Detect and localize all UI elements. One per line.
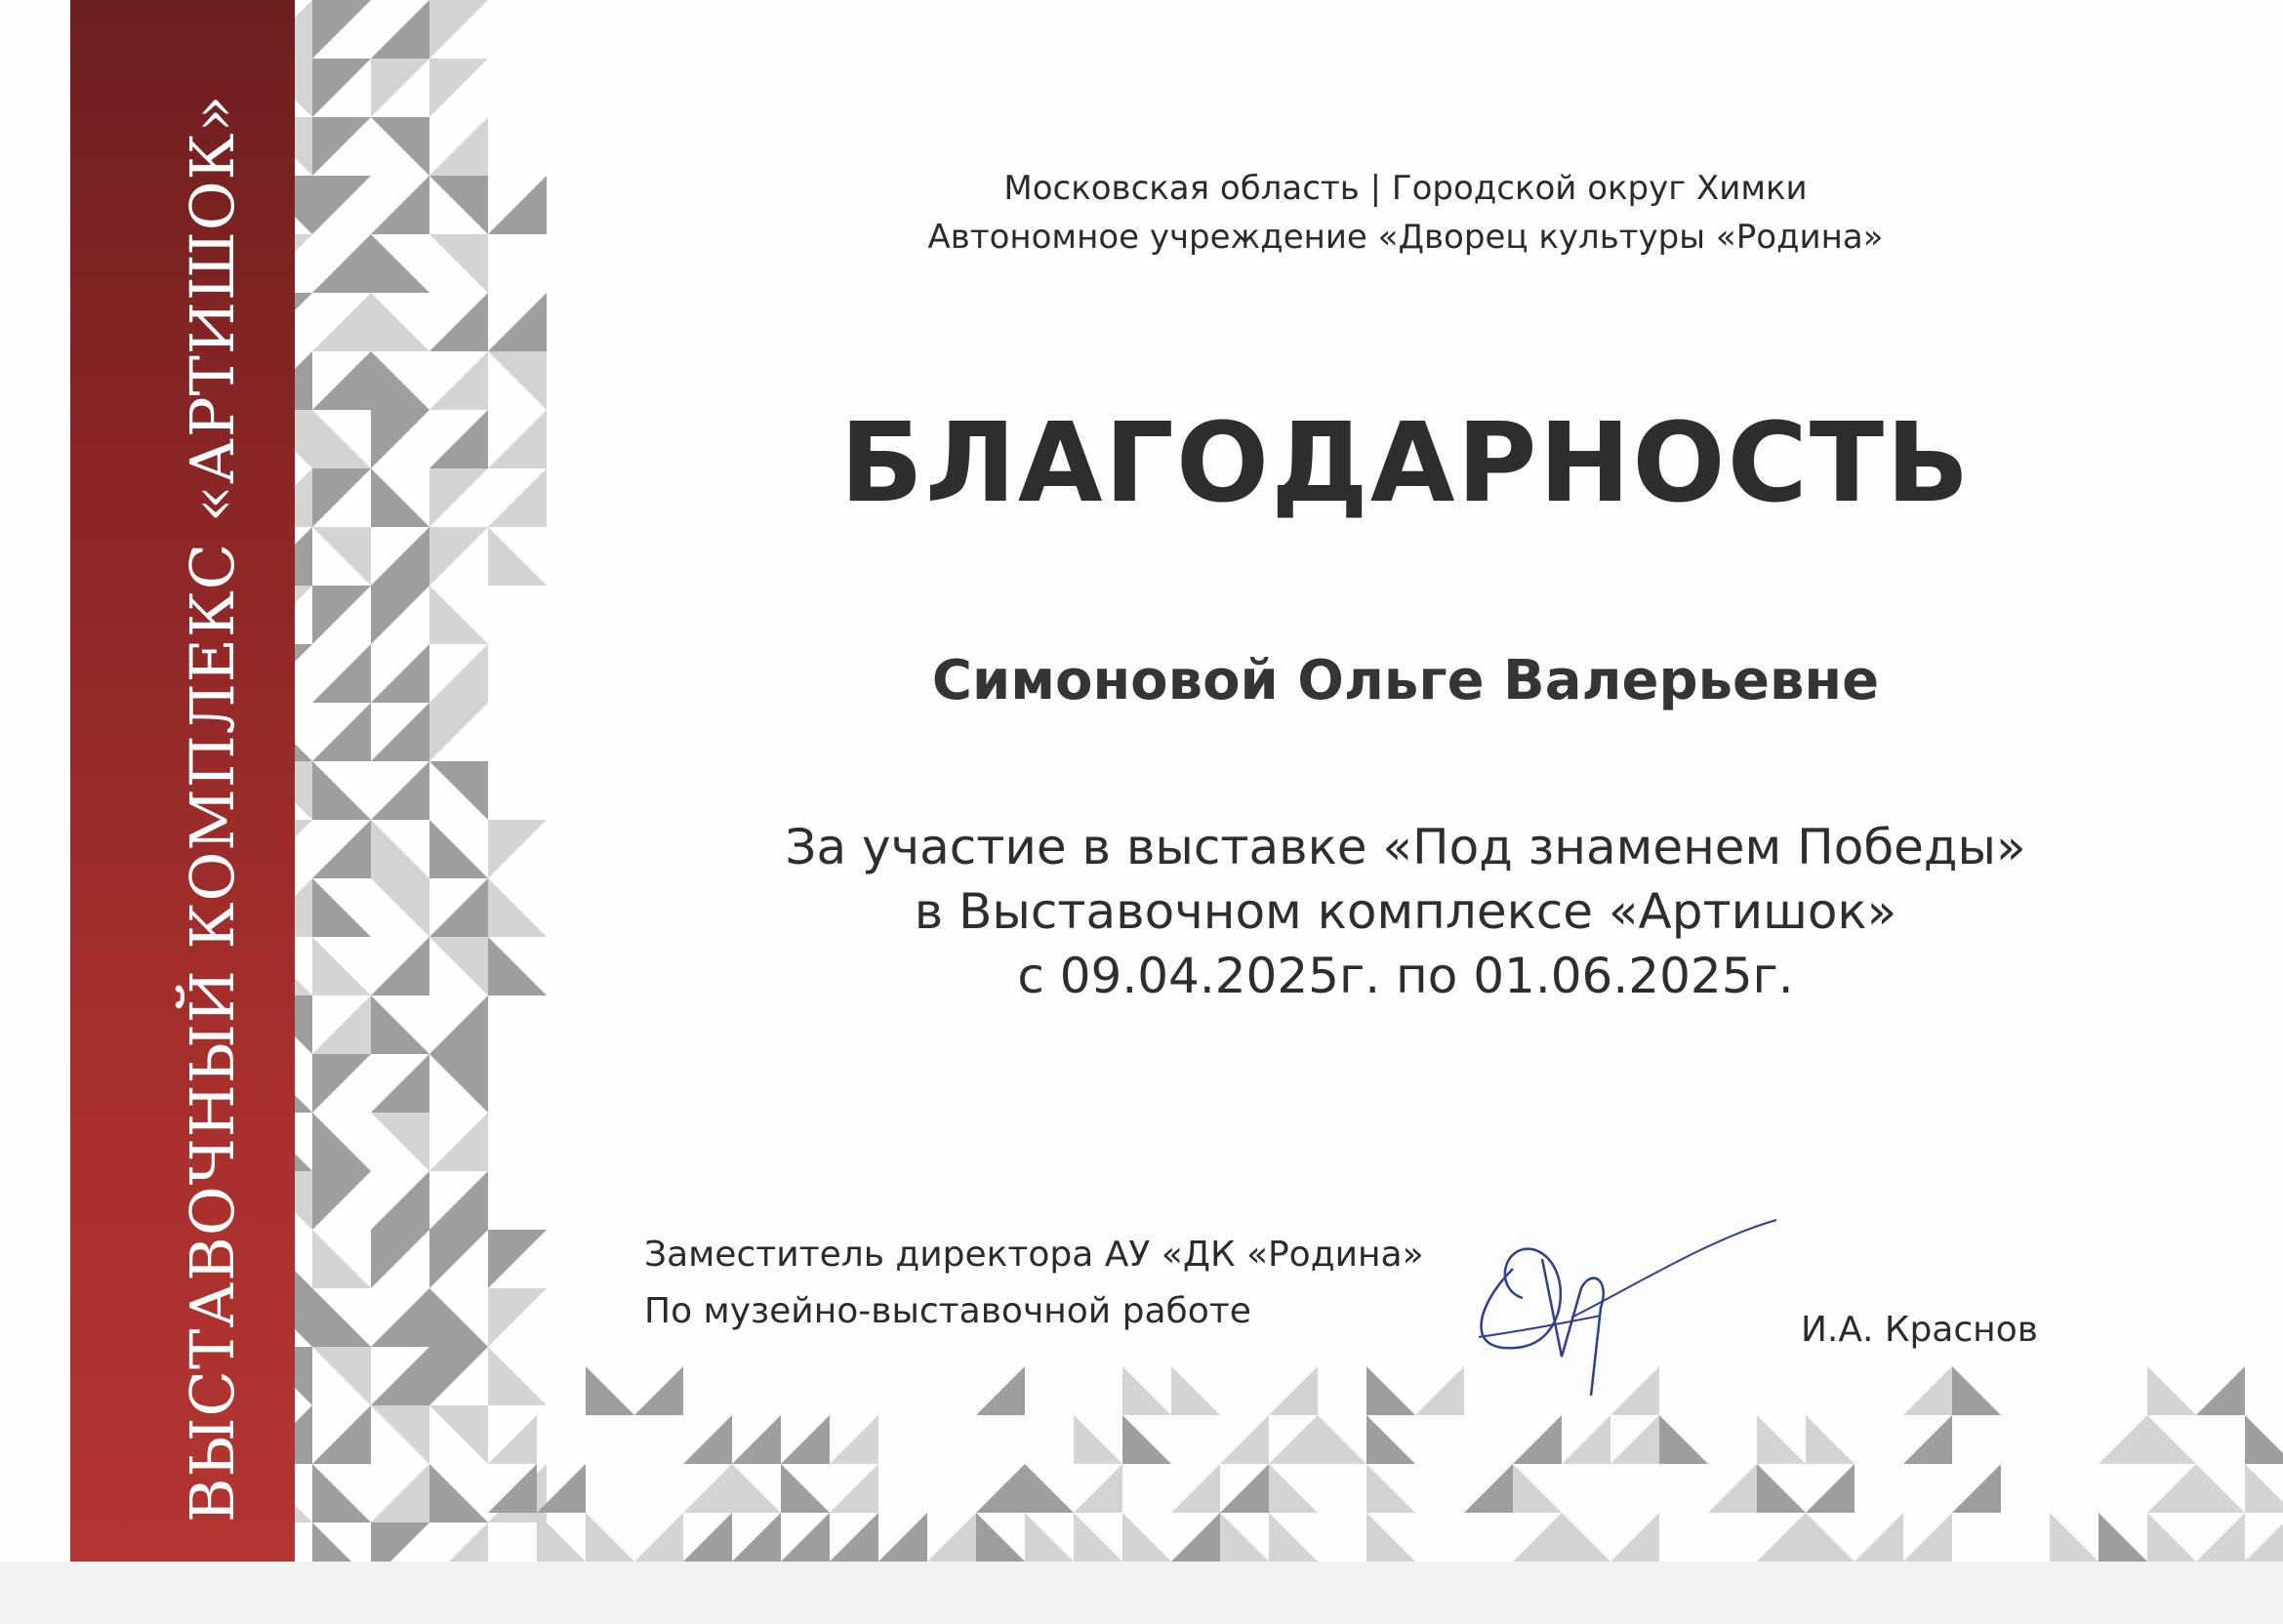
pattern-triangle	[1903, 1415, 1952, 1464]
pattern-triangle	[683, 1513, 732, 1562]
pattern-triangle	[312, 644, 371, 703]
body-line-2: в Выставочном комплексе «Артишок»	[914, 883, 1897, 940]
pattern-triangle	[586, 1513, 634, 1562]
pattern-triangle	[2099, 1513, 2147, 1562]
pattern-triangle	[537, 1513, 586, 1562]
pattern-triangle	[1366, 1366, 1415, 1415]
pattern-triangle	[429, 995, 488, 1054]
pattern-triangle	[1269, 1415, 1318, 1464]
scan-bottom-edge	[0, 1562, 2283, 1624]
pattern-triangle	[371, 234, 429, 293]
pattern-triangle	[429, 234, 488, 293]
pattern-triangle	[371, 351, 429, 410]
pattern-triangle	[1171, 1513, 1220, 1562]
pattern-triangle	[488, 410, 547, 468]
pattern-triangle	[1757, 1513, 1806, 1562]
pattern-triangle	[1074, 1513, 1122, 1562]
pattern-triangle	[1757, 1464, 1806, 1513]
pattern-triangle	[2196, 1513, 2245, 1562]
pattern-triangle	[488, 937, 547, 995]
pattern-triangle	[371, 761, 429, 820]
pattern-triangle	[312, 1113, 371, 1171]
recipient-name: Симоновой Ольге Валерьевне	[931, 649, 1880, 712]
pattern-triangle	[312, 117, 371, 176]
pattern-triangle	[488, 527, 547, 586]
pattern-triangle	[1269, 1464, 1318, 1513]
pattern-triangle	[2147, 1415, 2196, 1464]
pattern-triangle	[371, 1230, 429, 1288]
pattern-triangle	[2147, 1366, 2196, 1415]
pattern-triangle	[371, 1464, 429, 1522]
pattern-triangle	[312, 1347, 371, 1405]
pattern-triangle	[1806, 1513, 1855, 1562]
pattern-triangle	[634, 1513, 683, 1562]
pattern-triangle	[429, 1405, 488, 1464]
pattern-triangle	[312, 1522, 371, 1562]
pattern-triangle	[312, 293, 371, 351]
pattern-triangle	[429, 1464, 488, 1522]
pattern-triangle	[429, 1113, 488, 1171]
pattern-triangle	[488, 1230, 547, 1288]
pattern-triangle	[312, 59, 371, 117]
pattern-triangle	[732, 1464, 781, 1513]
pattern-triangle	[1464, 1464, 1513, 1513]
pattern-triangle	[1659, 1415, 1708, 1464]
pattern-triangle	[1366, 1513, 1415, 1562]
pattern-triangle	[312, 820, 371, 878]
pattern-triangle	[488, 351, 547, 410]
pattern-triangle	[371, 820, 429, 878]
certificate-title: БЛАГОДАРНОСТЬ	[839, 400, 1972, 527]
pattern-triangle	[371, 59, 429, 117]
pattern-triangle	[312, 878, 371, 937]
pattern-triangle	[429, 1522, 488, 1562]
pattern-triangle	[732, 1415, 781, 1464]
pattern-triangle	[1855, 1513, 1903, 1562]
pattern-triangle	[927, 1513, 976, 1562]
pattern-triangle	[429, 117, 488, 176]
ribbon-title: ВЫСТАВОЧНЫЙ КОМПЛЕКС «АРТИШОК»	[177, 94, 248, 1522]
pattern-triangle	[976, 1366, 1025, 1415]
pattern-triangle	[429, 878, 488, 937]
signatory-position-line-2: По музейно-выставочной работе	[644, 1291, 1251, 1331]
organization-header	[644, 164, 2167, 262]
pattern-triangle	[878, 1513, 927, 1562]
pattern-triangle	[312, 995, 371, 1054]
pattern-triangle	[976, 1513, 1025, 1562]
pattern-triangle	[312, 1171, 371, 1230]
region-line: Московская область | Городской округ Химки	[1003, 169, 1808, 208]
pattern-triangle	[429, 1054, 488, 1113]
pattern-triangle	[1025, 1464, 1074, 1513]
pattern-triangle	[371, 703, 429, 761]
pattern-triangle	[1903, 1513, 1952, 1562]
pattern-triangle	[1952, 1366, 2001, 1415]
pattern-triangle	[683, 1415, 732, 1464]
pattern-triangle	[2196, 1464, 2245, 1513]
pattern-triangle	[312, 1230, 371, 1288]
pattern-triangle	[429, 59, 488, 117]
pattern-triangle	[371, 878, 429, 937]
pattern-triangle	[781, 1415, 830, 1464]
pattern-triangle	[312, 410, 371, 468]
decorative-pattern-bottom	[488, 1366, 2283, 1562]
pattern-triangle	[2245, 1464, 2283, 1513]
pattern-triangle	[1952, 1464, 2001, 1513]
pattern-triangle	[312, 1464, 371, 1522]
pattern-triangle	[371, 1522, 429, 1562]
pattern-triangle	[488, 1415, 537, 1464]
pattern-triangle	[1220, 1464, 1269, 1513]
pattern-triangle	[312, 937, 371, 995]
pattern-triangle	[488, 176, 547, 234]
pattern-triangle	[1318, 1415, 1366, 1464]
pattern-triangle	[312, 234, 371, 293]
pattern-triangle	[1562, 1415, 1610, 1464]
pattern-triangle	[371, 0, 429, 59]
pattern-triangle	[429, 937, 488, 995]
pattern-triangle	[371, 995, 429, 1054]
pattern-triangle	[371, 468, 429, 527]
institution-line: Автономное учреждение «Дворец культуры «Родина»	[927, 218, 1884, 257]
pattern-triangle	[1220, 1513, 1269, 1562]
pattern-triangle	[312, 761, 371, 820]
pattern-triangle	[429, 703, 488, 761]
pattern-triangle	[1757, 1415, 1806, 1464]
pattern-triangle	[488, 293, 547, 351]
pattern-triangle	[1171, 1366, 1220, 1415]
pattern-triangle	[1025, 1513, 1074, 1562]
pattern-triangle	[1903, 1366, 1952, 1415]
pattern-triangle	[1513, 1513, 1562, 1562]
pattern-triangle	[781, 1513, 830, 1562]
pattern-triangle	[683, 1464, 732, 1513]
pattern-triangle	[371, 176, 429, 234]
pattern-triangle	[830, 1513, 878, 1562]
pattern-triangle	[2050, 1513, 2099, 1562]
pattern-triangle	[732, 1513, 781, 1562]
certificate-body	[644, 815, 2167, 1008]
decorative-pattern-left	[254, 0, 566, 1562]
pattern-triangle	[488, 1288, 547, 1347]
pattern-triangle	[371, 1288, 429, 1347]
pattern-triangle	[488, 878, 547, 937]
pattern-triangle	[312, 1405, 371, 1464]
pattern-triangle	[312, 1054, 371, 1113]
pattern-triangle	[312, 527, 371, 586]
pattern-triangle	[830, 1415, 878, 1464]
pattern-triangle	[312, 1288, 371, 1347]
pattern-triangle	[1366, 1464, 1415, 1513]
signatory-name: И.А. Краснов	[1801, 1310, 2038, 1350]
pattern-triangle	[371, 1171, 429, 1230]
body-line-3: с 09.04.2025г. по 01.06.2025г.	[1017, 948, 1794, 1004]
pattern-triangle	[1220, 1415, 1269, 1464]
pattern-triangle	[312, 0, 371, 59]
pattern-triangle	[1074, 1415, 1122, 1464]
pattern-triangle	[429, 351, 488, 410]
pattern-triangle	[2196, 1366, 2245, 1415]
pattern-triangle	[429, 1288, 488, 1347]
pattern-triangle	[1074, 1464, 1122, 1513]
pattern-triangle	[634, 1366, 683, 1415]
pattern-triangle	[429, 761, 488, 820]
pattern-triangle	[1562, 1513, 1610, 1562]
pattern-triangle	[1122, 1366, 1171, 1415]
pattern-triangle	[371, 410, 429, 468]
pattern-triangle	[1513, 1464, 1562, 1513]
pattern-triangle	[371, 1054, 429, 1113]
pattern-triangle	[371, 117, 429, 176]
pattern-triangle	[1122, 1513, 1171, 1562]
pattern-triangle	[781, 1464, 830, 1513]
pattern-triangle	[429, 0, 488, 59]
pattern-triangle	[2147, 1513, 2196, 1562]
pattern-triangle	[429, 410, 488, 468]
pattern-triangle	[2245, 1415, 2283, 1464]
pattern-triangle	[830, 1464, 878, 1513]
pattern-triangle	[371, 644, 429, 703]
pattern-triangle	[1269, 1513, 1318, 1562]
pattern-triangle	[429, 586, 488, 644]
pattern-triangle	[371, 1347, 429, 1405]
pattern-triangle	[429, 176, 488, 234]
pattern-triangle	[312, 351, 371, 410]
pattern-triangle	[488, 820, 547, 878]
pattern-triangle	[371, 293, 429, 351]
pattern-triangle	[312, 176, 371, 234]
pattern-triangle	[371, 1113, 429, 1171]
pattern-triangle	[2245, 1513, 2283, 1562]
pattern-triangle	[312, 703, 371, 761]
pattern-triangle	[429, 644, 488, 703]
pattern-triangle	[1122, 1415, 1171, 1464]
pattern-triangle	[429, 468, 488, 527]
pattern-triangle	[429, 1171, 488, 1230]
pattern-triangle	[371, 1405, 429, 1464]
pattern-triangle	[1610, 1513, 1659, 1562]
pattern-triangle	[1366, 1415, 1415, 1464]
pattern-triangle	[1269, 1366, 1318, 1415]
pattern-triangle	[1513, 1415, 1562, 1464]
pattern-triangle	[429, 293, 488, 351]
pattern-triangle	[1806, 1415, 1855, 1464]
pattern-triangle	[1171, 1464, 1220, 1513]
pattern-triangle	[586, 1366, 634, 1415]
pattern-triangle	[2099, 1415, 2147, 1464]
pattern-triangle	[488, 468, 547, 527]
pattern-triangle	[1610, 1415, 1659, 1464]
pattern-triangle	[429, 527, 488, 586]
pattern-triangle	[429, 1230, 488, 1288]
pattern-triangle	[312, 468, 371, 527]
pattern-triangle	[371, 527, 429, 586]
pattern-triangle	[1806, 1464, 1855, 1513]
body-line-1: За участие в выставке «Под знаменем Победы»	[785, 819, 2026, 875]
pattern-triangle	[1708, 1464, 1757, 1513]
handwritten-signature	[1454, 1200, 1786, 1415]
pattern-triangle	[312, 586, 371, 644]
pattern-triangle	[488, 1464, 537, 1513]
signatory-position-line-1: Заместитель директора АУ «ДК «Родина»	[644, 1235, 1424, 1275]
pattern-triangle	[429, 1347, 488, 1405]
pattern-triangle	[2147, 1464, 2196, 1513]
pattern-triangle	[371, 937, 429, 995]
signatory-position	[644, 1227, 1424, 1340]
pattern-triangle	[371, 586, 429, 644]
pattern-triangle	[976, 1464, 1025, 1513]
pattern-triangle	[429, 820, 488, 878]
pattern-triangle	[537, 1464, 586, 1513]
